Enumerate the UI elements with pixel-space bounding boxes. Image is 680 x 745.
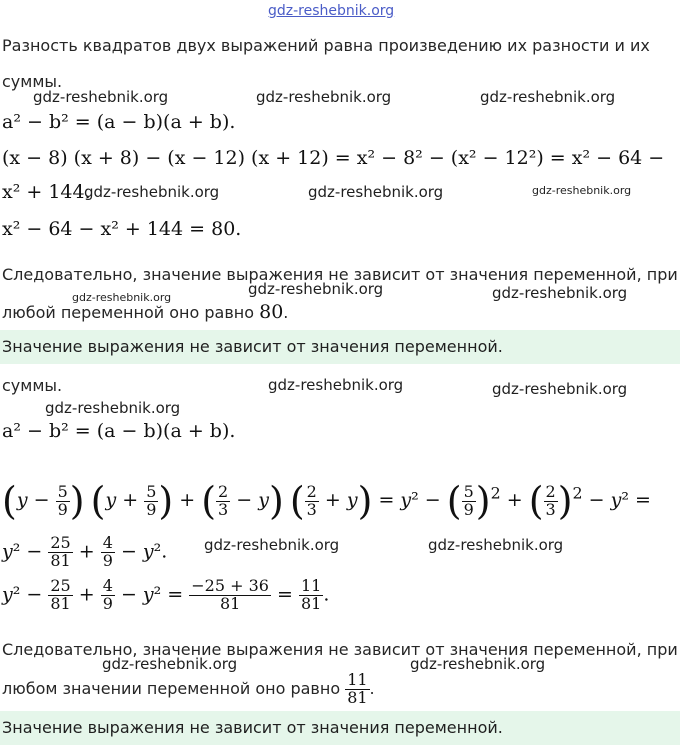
watermark-top[interactable]: gdz-reshebnik.org xyxy=(268,3,395,19)
fraction: $\frac{25}{81}$ xyxy=(50,533,71,570)
difference-of-squares-formula: a² − b² = (a − b)(a + b). xyxy=(2,111,236,133)
watermark: gdz-reshebnik.org xyxy=(248,280,384,298)
watermark: gdz-reshebnik.org xyxy=(410,655,546,673)
watermark: gdz-reshebnik.org xyxy=(45,399,181,417)
conclusion-line1: Следовательно, значение выражения не зависит от значения переменной, при xyxy=(2,640,678,659)
answer-banner: Значение выражения не зависит от значения переменной. xyxy=(0,330,680,364)
conclusion-line2: любом значении переменной оно равно $\frac{11}{81}$ . xyxy=(2,670,375,707)
watermark: gdz-reshebnik.org xyxy=(428,536,564,554)
fraction: $\frac{5}{9}$ xyxy=(463,481,474,519)
intro-text-line1: Разность квадратов двух выражений равна произведению их разности и их xyxy=(2,36,650,55)
fraction: $\frac{2}{3}$ xyxy=(545,481,556,519)
watermark: gdz-reshebnik.org xyxy=(492,380,628,398)
conclusion-line1: Следовательно, значение выражения не зависит от значения переменной, при xyxy=(2,265,678,284)
fraction: $\frac{5}{9}$ xyxy=(146,481,157,519)
watermark: gdz-reshebnik.org xyxy=(268,376,404,394)
watermark: gdz-reshebnik.org xyxy=(256,88,392,106)
watermark: gdz-reshebnik.org xyxy=(72,291,172,304)
fraction-expression-line-3: y² − $\frac{25}{81}$ + $\frac{4}{9}$ − y² = $\frac{-25 + 36}{81}$ = $\frac{11}{81}$ . xyxy=(2,576,330,613)
expression-line-2: x² + 144. xyxy=(2,181,91,203)
watermark: gdz-reshebnik.org xyxy=(308,183,444,201)
fraction: $\frac{5}{9}$ xyxy=(57,481,68,519)
conclusion-value: 80 xyxy=(259,301,284,323)
watermark: gdz-reshebnik.org xyxy=(84,183,220,201)
fraction: $\frac{2}{3}$ xyxy=(306,481,317,519)
difference-of-squares-formula: a² − b² = (a − b)(a + b). xyxy=(2,420,236,442)
fraction-expression-line-2: y² − $\frac{25}{81}$ + $\frac{4}{9}$ − y². xyxy=(2,533,168,570)
watermark: gdz-reshebnik.org xyxy=(102,655,238,673)
intro-text: суммы. xyxy=(2,376,63,395)
fraction: $\frac{11}{81}$ xyxy=(300,576,322,613)
conclusion-line2: любой переменной оно равно 80. xyxy=(2,301,289,323)
fraction: $\frac{4}{9}$ xyxy=(102,576,113,613)
expression-line-3: x² − 64 − x² + 144 = 80. xyxy=(2,218,242,240)
intro-text-line2: суммы. xyxy=(2,72,63,91)
answer-banner: Значение выражения не зависит от значения переменной. xyxy=(0,711,680,745)
watermark: gdz-reshebnik.org xyxy=(204,536,340,554)
fraction: $\frac{-25 + 36}{81}$ xyxy=(191,576,269,613)
fraction: $\frac{4}{9}$ xyxy=(102,533,113,570)
fraction: $\frac{25}{81}$ xyxy=(50,576,71,613)
watermark: gdz-reshebnik.org xyxy=(532,184,632,197)
watermark: gdz-reshebnik.org xyxy=(33,88,169,106)
fraction-expression-line-1: (y − $\frac{5}{9}$ ) (y + $\frac{5}{9}$ ) + ( $\frac{2}{3}$ − y) ( $\frac{2}{3}$ + y) = y² − ( $\frac{5}{9}$ )$^2$ + ( $\frac{2}{3}$ )$^2$ − y² = xyxy=(2,479,651,523)
expression-line-1: (x − 8) (x + 8) − (x − 12) (x + 12) = x² − 8² − (x² − 12²) = x² − 64 − xyxy=(2,147,665,169)
watermark: gdz-reshebnik.org xyxy=(480,88,616,106)
fraction: $\frac{2}{3}$ xyxy=(218,481,229,519)
watermark: gdz-reshebnik.org xyxy=(492,284,628,302)
conclusion-fraction: $\frac{11}{81}$ xyxy=(347,670,368,707)
